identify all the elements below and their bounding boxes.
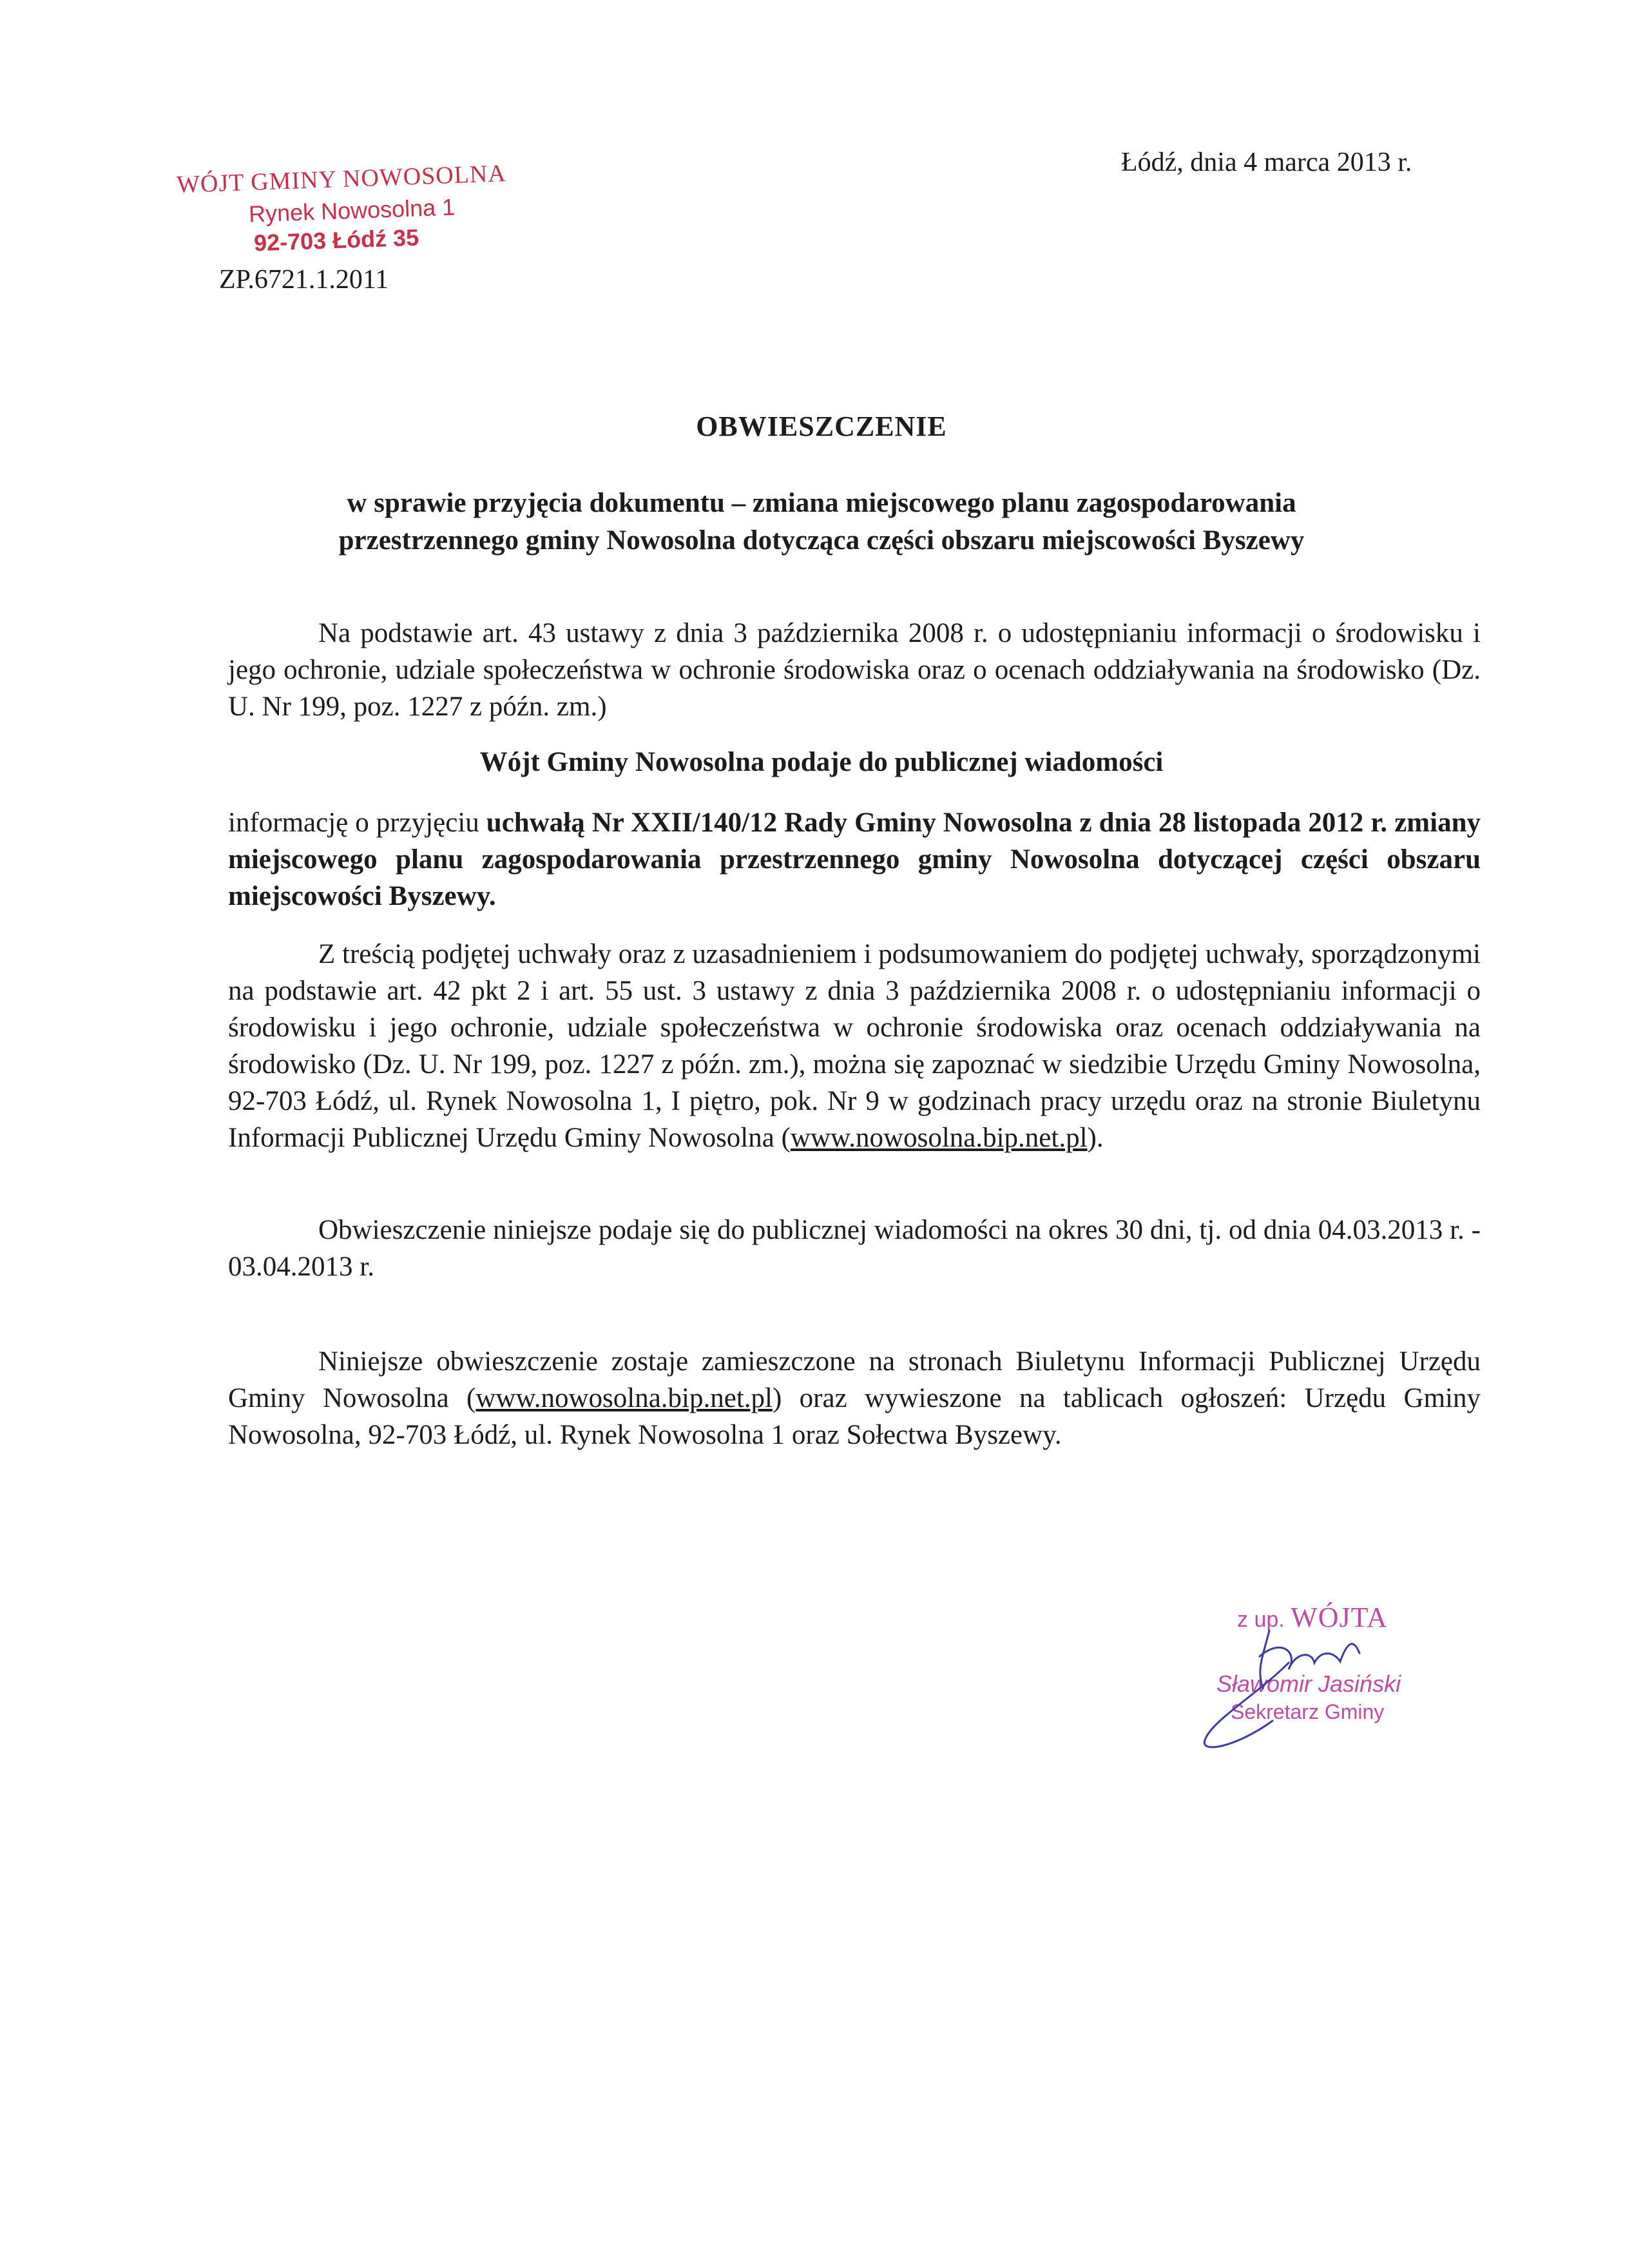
bip-link[interactable]: www.nowosolna.bip.net.pl <box>790 1123 1088 1153</box>
paragraph-2-plain: informację o przyjęciu <box>228 808 486 838</box>
paragraph-resolution <box>228 804 1481 915</box>
paragraph-1-text: Na podstawie art. 43 ustawy z dnia 3 października 2008 r. o udostępnianiu informacji o środowisku i jego ochronie, udziale społeczeństwa w ochronie środowiska oraz o ocenach oddziaływania na środowisko (Dz. U. Nr 199, poz. 1227 z późn. zm.) <box>228 618 1481 722</box>
office-stamp <box>173 160 546 262</box>
paragraph-period <box>228 1212 1481 1285</box>
reference-number: ZP.6721.1.2011 <box>219 265 389 295</box>
paragraph-5-text: Niniejsze obwieszczenie zostaje zamieszczone na stronach Biuletynu Informacji Publicznej Urzędu Gminy Nowosolna ( <box>228 1346 1481 1413</box>
bip-link-2[interactable]: www.nowosolna.bip.net.pl <box>476 1383 773 1413</box>
stamp-line-2: Rynek Nowosolna 1 <box>248 193 456 228</box>
handwritten-signature-icon <box>1160 1592 1482 1759</box>
paragraph-publication <box>228 1343 1481 1453</box>
stamp-line-3: 92-703 Łódź 35 <box>253 224 419 257</box>
subject-line-1: w sprawie przyjęcia dokumentu – zmiana miejscowego planu zagospodarowania <box>347 488 1296 518</box>
paragraph-3-end: ). <box>1087 1123 1104 1153</box>
paragraph-5-end: ) oraz wywieszone na tablicach ogłoszeń: Urzędu Gminy Nowosolna, 92-703 Łódź, ul. Rynek Nowosolna 1 oraz Sołectwa Byszewy. <box>228 1383 1481 1450</box>
document-date: Łódź, dnia 4 marca 2013 r. <box>1121 148 1412 177</box>
paragraph-legal-basis <box>228 615 1481 725</box>
signature-name: Sławomir Jasiński <box>1216 1671 1401 1697</box>
signature-prefix: z up. <box>1237 1607 1291 1632</box>
signature-title: WÓJTA <box>1291 1602 1388 1633</box>
paragraph-4-text: Obwieszczenie niniejsze podaje się do publicznej wiadomości na okres 30 dni, tj. od dnia 04.03.2013 r. - 03.04.2013 r. <box>228 1215 1481 1282</box>
signature-role: Sekretarz Gminy <box>1231 1700 1385 1723</box>
document-title: OBWIESZCZENIE <box>696 411 947 442</box>
signature-stamp <box>1160 1592 1482 1759</box>
document-subject <box>193 485 1450 559</box>
paragraph-access-info <box>228 936 1481 1156</box>
stamp-line-1: WÓJT GMINY NOWOSOLNA <box>176 160 507 199</box>
subject-line-2: przestrzennego gminy Nowosolna dotycząca części obszaru miejscowości Byszewy <box>338 525 1305 556</box>
paragraph-2-bold: uchwałą Nr XXII/140/12 Rady Gminy Nowosolna z dnia 28 listopada 2012 r. zmiany miejscowego planu zagospodarowania przestrzennego gminy Nowosolna dotyczącej części obszaru miejscowości Byszewy. <box>228 808 1481 911</box>
paragraph-3-text: Z treścią podjętej uchwały oraz z uzasadnieniem i podsumowaniem do podjętej uchwały, sporządzonymi na podstawie art. 42 pkt 2 i art. 55 ust. 3 ustawy z dnia 3 października 2008 r. o udostępnianiu informacji o środowisku i jego ochronie, udziale społeczeństwa w ochronie środowiska oraz ocenach oddziaływania na środowisko (Dz. U. Nr 199, poz. 1227 z późn. zm.), można się zapoznać w siedzibie Urzędu Gminy Nowosolna, 92-703 Łódź, ul. Rynek Nowosolna 1, I piętro, pok. Nr 9 w godzinach pracy urzędu oraz na stronie Biuletynu Informacji Publicznej Urzędu Gminy Nowosolna ( <box>228 939 1481 1153</box>
announcement-heading: Wójt Gminy Nowosolna podaje do publicznej wiadomości <box>479 747 1164 777</box>
